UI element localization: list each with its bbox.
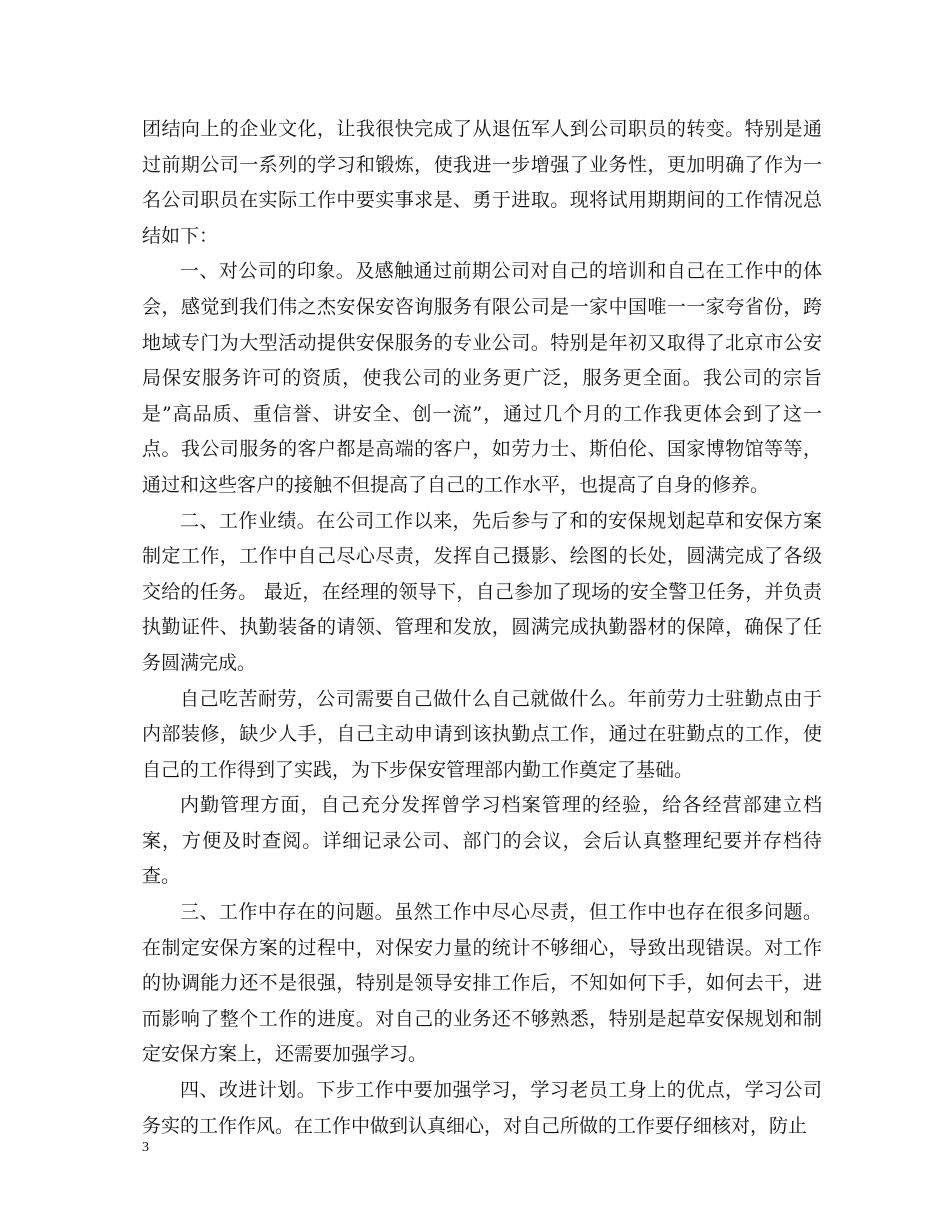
page-number: 3	[142, 1140, 149, 1155]
paragraph-problems: 三、工作中存在的问题。虽然工作中尽心尽责，但工作中也存在很多问题。在制定安保方案的过程中，对保安力量的统计不够细心，导致出现错误。对工作的协调能力还不是很强，特别是领导安排工作后，不知如何下手，如何去干，进而影响了整个工作的进度。对自己的业务还不够熟悉，特别是起草安保规划和制定安保方案上，还需要加强学习。	[142, 901, 822, 1066]
paragraph-continuation: 团结向上的企业文化，让我很快完成了从退伍军人到公司职员的转变。特别是通过前期公司一系列的学习和锻炼，使我进一步增强了业务性，更加明确了作为一名公司职员在实际工作中要实事求是、勇于进取。现将试用期期间的工作情况总结如下：	[142, 118, 822, 247]
paragraph-company-impression: 一、对公司的印象。及感触通过前期公司对自己的培训和自己在工作中的体会，感觉到我们伟之杰安保安咨询服务有限公司是一家中国唯一一家夸省份，跨地域专门为大型活动提供安保服务的专业公司。特别是年初又取得了北京市公安局保安服务许可的资质，使我公司的业务更广泛，服务更全面。我公司的宗旨是”高品质、重信誉、讲安全、创一流”，通过几个月的工作我更体会到了这一点。我公司服务的客户都是高端的客户，如劳力士、斯伯伦、国家博物馆等等，通过和这些客户的接触不但提高了自己的工作水平，也提高了自身的修养。	[142, 260, 822, 496]
document-body	[142, 112, 822, 1144]
paragraph-internal-management: 内勤管理方面，自己充分发挥曾学习档案管理的经验，给各经营部建立档案，方便及时查阅。详细记录公司、部门的会议，会后认真整理纪要并存档待查。	[142, 794, 822, 888]
paragraph-hard-work: 自己吃苦耐劳，公司需要自己做什么自己就做什么。年前劳力士驻勤点由于内部装修，缺少人手，自己主动申请到该执勤点工作，通过在驻勤点的工作，使自己的工作得到了实践，为下步保安管理部内勤工作奠定了基础。	[142, 687, 822, 781]
paragraph-improvement-plan: 四、改进计划。下步工作中要加强学习，学习老员工身上的优点，学习公司务实的工作作风。在工作中做到认真细心，对自己所做的工作要仔细核对，防止	[142, 1079, 822, 1137]
paragraph-work-performance: 二、工作业绩。在公司工作以来，先后参与了和的安保规划起草和安保方案制定工作，工作中自己尽心尽责，发挥自己摄影、绘图的长处，圆满完成了各级交给的任务。 最近，在经理的领导下，自己参加了现场的安全警卫任务，并负责执勤证件、执勤装备的请领、管理和发放，圆满完成执勤器材的保障，确保了任务圆满完成。	[142, 509, 822, 674]
